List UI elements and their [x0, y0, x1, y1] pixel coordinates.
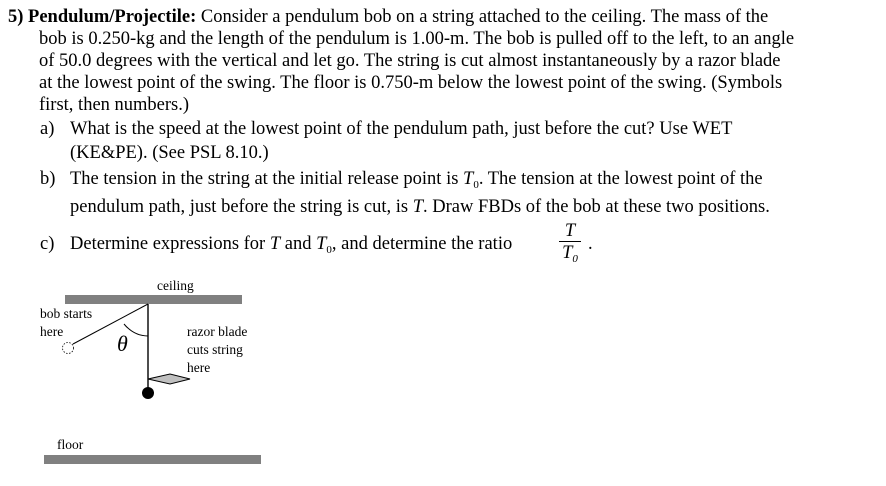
pendulum-figure [0, 270, 300, 480]
start-label-2: here [40, 324, 64, 339]
start-label-1: bob starts [40, 306, 93, 321]
part-a-label: a) [40, 119, 55, 139]
part-b-line-2: pendulum path, just before the string is cut, is T. Draw FBDs of the bob at these two positions. [70, 197, 770, 217]
problem-line-1 [8, 6, 768, 28]
fraction-numerator: T [564, 221, 576, 241]
part-b-line-1: The tension in the string at the initial release point is $T_0$. The tension at the lowest point of the [70, 169, 763, 191]
t0-symbol: T [463, 169, 474, 189]
intro-line-3: of 50.0 degrees with the vertical and let go. The string is cut almost instantaneously by a razor blade [39, 51, 781, 71]
pendulum-diagram [0, 270, 300, 480]
intro-line-4: at the lowest point of the swing. The floor is 0.750-m below the lowest point of the swing. (Symbols [39, 73, 783, 93]
ceiling-bar [65, 295, 242, 304]
razor-label-1: razor blade [187, 324, 248, 339]
bob [142, 387, 154, 399]
floor-bar [44, 455, 261, 464]
intro-line-2: bob is 0.250-kg and the length of the pendulum is 1.00-m. The bob is pulled off to the left, to an angle [39, 29, 795, 49]
intro-line-5: first, then numbers.) [39, 95, 190, 115]
razor-label-2: cuts string [187, 342, 243, 357]
problem-number: 5) [8, 7, 24, 27]
floor-label: floor [57, 437, 84, 452]
razor-label-3: here [187, 360, 211, 375]
part-c-line-1: Determine expressions for T and $T_0$, and determine the ratio [70, 234, 513, 256]
part-b-label: b) [40, 169, 56, 189]
t-symbol: T [412, 197, 424, 217]
razor-blade-icon [148, 374, 190, 384]
part-c-period: . [588, 234, 593, 254]
part-a-line-1: What is the speed at the lowest point of the pendulum path, just before the cut? Use WET [70, 119, 733, 139]
start-bob-outline [63, 343, 74, 354]
intro-line-1: Consider a pendulum bob on a string attached to the ceiling. The mass of the [196, 7, 769, 27]
ceiling-label: ceiling [157, 278, 194, 293]
angle-theta-label: θ [117, 331, 128, 356]
part-a-line-2: (KE&PE). (See PSL 8.10.) [70, 143, 269, 163]
part-c-label: c) [40, 234, 55, 254]
problem-title: Pendulum/Projectile: [28, 7, 197, 27]
tension-ratio-fraction [556, 221, 584, 264]
fraction-denominator: $T_0$ [562, 243, 578, 265]
